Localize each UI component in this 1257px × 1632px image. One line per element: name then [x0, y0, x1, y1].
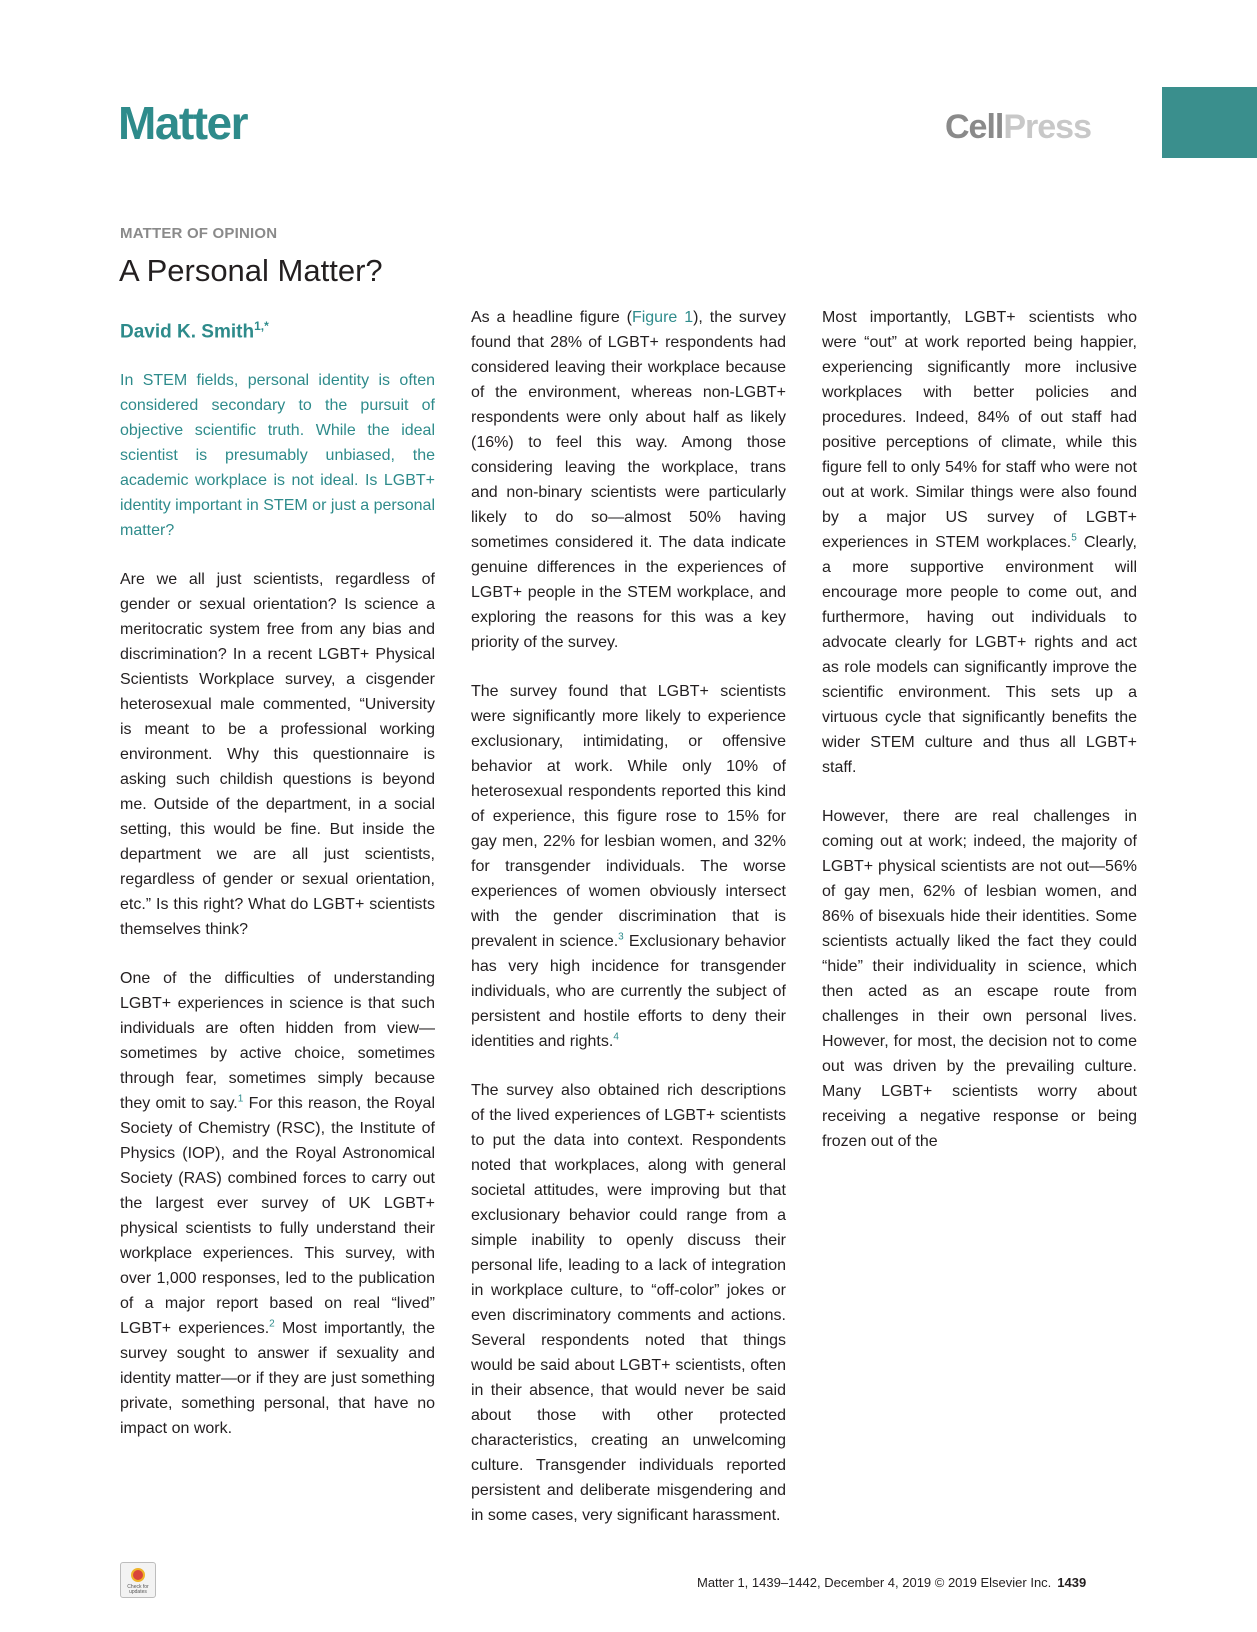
page-footer [697, 1575, 1086, 1590]
paragraph-4-text-a: The survey found that LGBT+ scientists were significantly more likely to experience exclusionary, intimidating, or offensive behavior at work. While only 10% of heterosexual respondents reported this kind of experience, this figure rose to 15% for gay men, 22% for lesbian women, and 32% for transgender individuals. The worse experiences of women obviously intersect with the gender discrimination that is prevalent in science. [471, 683, 786, 950]
paragraph-2-text-c: Most importantly, the survey sought to answer if sexuality and identity matter—or if they are just something private, something personal, that have no impact on work. [120, 1320, 435, 1438]
reference-link[interactable]: 5 [1071, 532, 1077, 544]
paragraph-2-text-b: For this reason, the Royal Society of Chemistry (RSC), the Institute of Physics (IOP), and the Royal Astronomical Society (RAS) combined forces to carry out the largest ever survey of UK LGBT+ physical scientists to fully understand their workplace experiences. This survey, with over 1,000 responses, led to the publication of a major report based on real “lived” LGBT+ experiences. [120, 1095, 436, 1338]
paragraph-1: Are we all just scientists, regardless of gender or sexual orientation? Is science a meritocratic system free from any bias and discrimination? In a recent LGBT+ Physical Scientists Workplace survey, a cisgender heterosexual male commented, “University is meant to be a professional working environment. Why this questionnaire is asking such childish questions is beyond me. Outside of the department, in a social setting, this would be fine. But inside the department we are all just scientists, regardless of gender or sexual orientation, etc.” Is this right? What do LGBT+ scientists themselves think? [120, 571, 435, 939]
paragraph-2-text-a: One of the difficulties of understanding LGBT+ experiences in science is that such individuals are often hidden from view—sometimes by active choice, sometimes through fear, sometimes simply because they omit to say. [120, 970, 435, 1113]
column-1 [120, 314, 435, 1465]
paragraph-4 [471, 679, 786, 1054]
publisher-logo [945, 108, 1091, 147]
paragraph-6 [822, 305, 1137, 780]
author-line [120, 314, 435, 344]
paragraph-4-text-b: Exclusionary behavior has very high incidence for transgender individuals, who are currently the subject of persistent and hostile efforts to deny their identities and rights. [471, 933, 787, 1050]
paragraph-3-text-a: As a headline figure ( [471, 309, 632, 326]
header-color-tab [1162, 87, 1257, 158]
column-2 [471, 305, 786, 1552]
page-number: 1439 [1057, 1575, 1087, 1590]
bookmark-icon [131, 1568, 145, 1582]
footer-citation: Matter 1, 1439–1442, December 4, 2019 © 2019 Elsevier Inc. [697, 1575, 1052, 1590]
journal-logo: Matter [118, 97, 248, 149]
badge-label: Check for updates [127, 1584, 149, 1595]
author-name[interactable]: David K. Smith [120, 321, 255, 343]
paragraph-2 [120, 966, 435, 1441]
publisher-logo-press: Press [1003, 108, 1091, 146]
paragraph-7: However, there are real challenges in coming out at work; indeed, the majority of LGBT+ physical scientists are not out—56% of gay men, 62% of lesbian women, and 86% of bisexuals hide their identities. Some scientists actually liked the fact they could “hide” their individuality in science, which then acted as an escape route from challenges in their own personal lives. However, for most, the decision not to come out was driven by the prevailing culture. Many LGBT+ scientists worry about receiving a negative response or being frozen out of the [822, 808, 1137, 1150]
publisher-logo-cell: Cell [945, 108, 1004, 146]
reference-link[interactable]: 3 [618, 931, 624, 943]
paragraph-3 [471, 305, 786, 655]
reference-link[interactable]: 2 [269, 1319, 275, 1330]
paragraph-3-text-b: ), the survey found that 28% of LGBT+ respondents had considered leaving their workplace because of the environment, whereas non-LGBT+ respondents were only about half as likely (16%) to feel this way. Among those considering leaving the workplace, trans and non-binary scientists were particularly likely to do so—almost 50% having sometimes considered it. The data indicate genuine differences in the experiences of LGBT+ people in the STEM workplace, and exploring the reasons for this was a key priority of the survey. [471, 309, 786, 651]
figure-1-link[interactable]: Figure 1 [631, 309, 694, 326]
author-affiliation[interactable]: 1,* [254, 319, 269, 333]
check-for-updates-badge[interactable] [120, 1562, 156, 1598]
article-title: A Personal Matter? [119, 253, 383, 288]
reference-link[interactable]: 4 [613, 1031, 619, 1043]
section-label: MATTER OF OPINION [120, 225, 278, 242]
paragraph-5: The survey also obtained rich descriptions of the lived experiences of LGBT+ scientists to put the data into context. Respondents noted that workplaces, along with general societal attitudes, were improving but that exclusionary behavior could range from a simple inability to openly discuss their personal life, leading to a lack of integration in workplace culture, to “off-color” jokes or even discriminatory comments and actions. Several respondents noted that things would be said about LGBT+ scientists, often in their absence, that would never be said about those with other protected characteristics, creating an unwelcoming culture. Transgender individuals reported persistent and deliberate misgendering and in some cases, very significant harassment. [471, 1082, 786, 1524]
column-3 [822, 305, 1137, 1178]
abstract: In STEM fields, personal identity is often considered secondary to the pursuit of objective scientific truth. While the ideal scientist is presumably unbiased, the academic workplace is not ideal. Is LGBT+ identity important in STEM or just a personal matter? [120, 372, 435, 540]
paragraph-6-text-a: Most importantly, LGBT+ scientists who were “out” at work reported being happier, experiencing significantly more inclusive workplaces with better policies and procedures. Indeed, 84% of out staff had positive perceptions of climate, while this figure fell to only 54% for staff who were not out at work. Similar things were also found by a major US survey of LGBT+ experiences in STEM workplaces. [822, 309, 1137, 551]
reference-link[interactable]: 1 [237, 1094, 244, 1105]
paragraph-6-text-b: Clearly, a more supportive environment will encourage more people to come out, and furthermore, having out individuals to advocate clearly for LGBT+ rights and act as role models can significantly improve the scientific environment. This sets up a virtuous cycle that significantly benefits the wider STEM culture and thus all LGBT+ staff. [822, 534, 1137, 776]
